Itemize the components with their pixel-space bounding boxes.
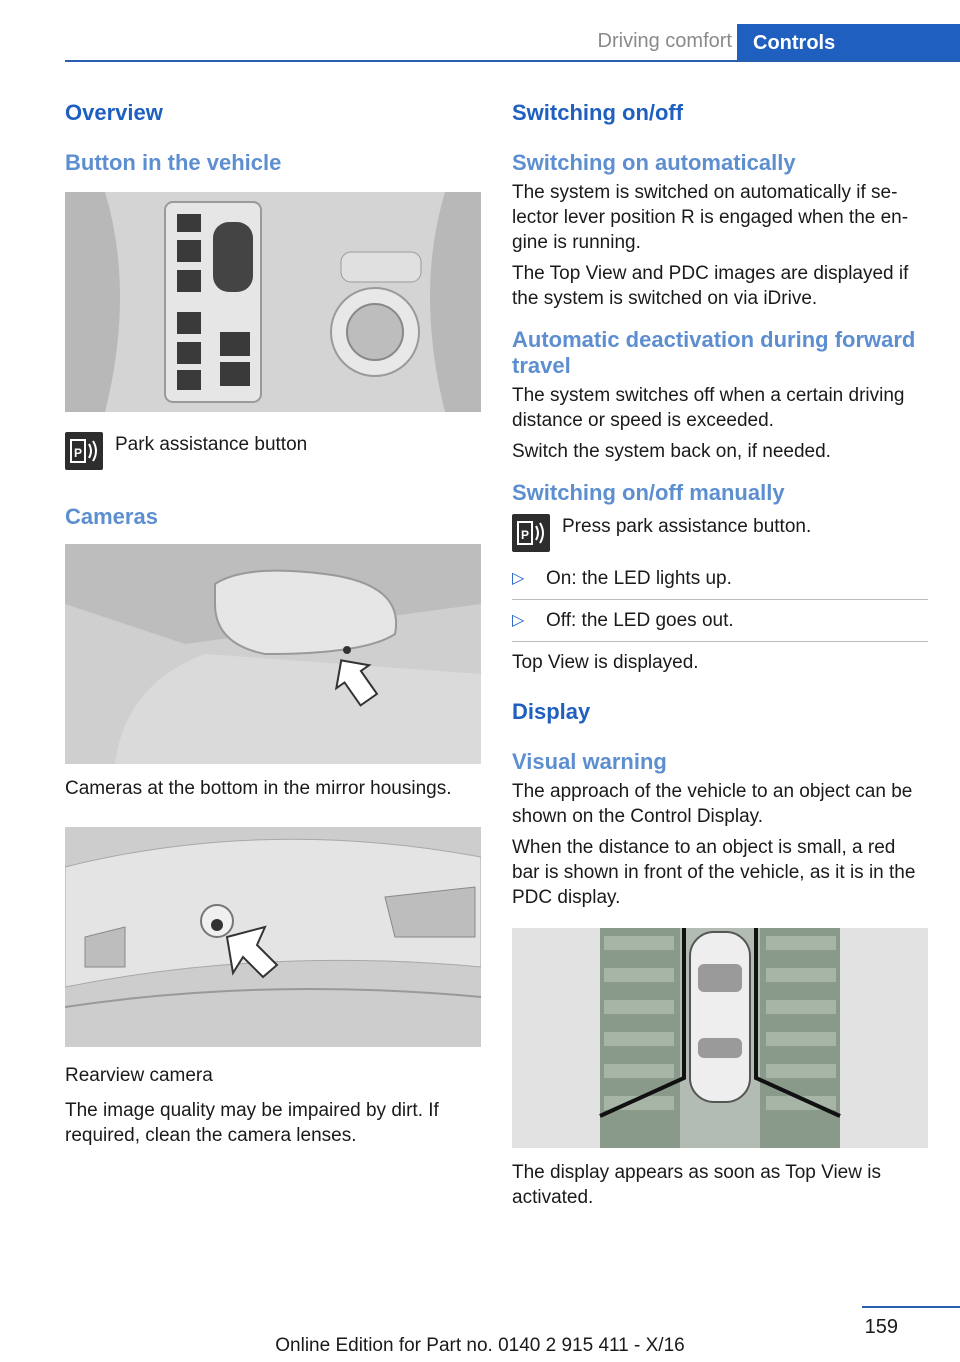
mirror-camera-caption: Cameras at the bottom in the mirror housings. [65, 778, 452, 799]
switching-heading: Switching on/off [512, 100, 684, 125]
left-column [65, 100, 481, 1148]
right-column [512, 100, 928, 1210]
switch-back-text: Switch the system back on, if needed. [512, 441, 831, 462]
park-assist-icon [65, 432, 103, 470]
triangle-right-icon: ▷ [512, 612, 525, 629]
list-divider [512, 599, 928, 600]
visual-warning-text: The approach of the vehicle to an object can be shown on the Control Display. [512, 781, 913, 827]
manual-switch-heading: Switching on/off manually [512, 480, 785, 505]
top-view-display-image [512, 928, 928, 1148]
edition-footer: Online Edition for Part no. 0140 2 915 411 - X/16 [275, 1335, 685, 1356]
button-in-vehicle-heading: Button in the vehicle [65, 150, 282, 175]
svg-text:P: P [521, 528, 530, 542]
park-button-caption: Park assistance button [115, 434, 308, 455]
list-divider [512, 641, 928, 642]
led-status-list [512, 566, 928, 642]
topview-idrive-text: The Top View and PDC images are displayed if the system is switched on via iDrive. [512, 263, 909, 309]
list-item: ▷ On: the LED lights up. [512, 568, 732, 589]
auto-on-text: The system is switched on automatically if se-lector lever position R is engaged when the en-gine is running. [512, 182, 909, 253]
press-button-text: Press park assistance button. [562, 516, 812, 537]
rearview-camera-image [65, 827, 481, 1047]
auto-off-text: The system switches off when a certain driving distance or speed is exceeded. [512, 385, 905, 431]
svg-text:P: P [74, 446, 83, 460]
cameras-heading: Cameras [65, 504, 158, 529]
auto-on-heading: Switching on automatically [512, 150, 796, 175]
side-mirror-camera-image [65, 544, 481, 764]
triangle-right-icon: ▷ [512, 570, 525, 587]
park-assist-icon [512, 514, 550, 552]
auto-off-heading: Automatic deactivation during forward travel [512, 327, 916, 378]
topview-displayed-text: Top View is displayed. [512, 652, 699, 673]
display-caption: The display appears as soon as Top View is activated. [512, 1162, 881, 1208]
display-heading: Display [512, 699, 591, 724]
footer-rule [862, 1306, 960, 1308]
header-section-title: Driving comfort [597, 30, 732, 52]
red-bar-text: When the distance to an object is small, a red bar is shown in front of the vehicle, as it is in the PDC display. [512, 837, 916, 908]
lens-quality-note: The image quality may be impaired by dirt. If required, clean the camera lenses. [65, 1100, 439, 1146]
header-chapter-tab: Controls [737, 24, 960, 62]
header-rule [65, 60, 960, 62]
visual-warning-heading: Visual warning [512, 749, 667, 774]
overview-heading: Overview [65, 100, 163, 125]
list-item: ▷ Off: the LED goes out. [512, 610, 734, 631]
center-console-image [65, 192, 481, 412]
park-button-legend [65, 432, 481, 476]
rearview-camera-caption: Rearview camera [65, 1065, 213, 1086]
press-button-instruction [512, 514, 928, 558]
page-number: 159 [864, 1316, 898, 1338]
